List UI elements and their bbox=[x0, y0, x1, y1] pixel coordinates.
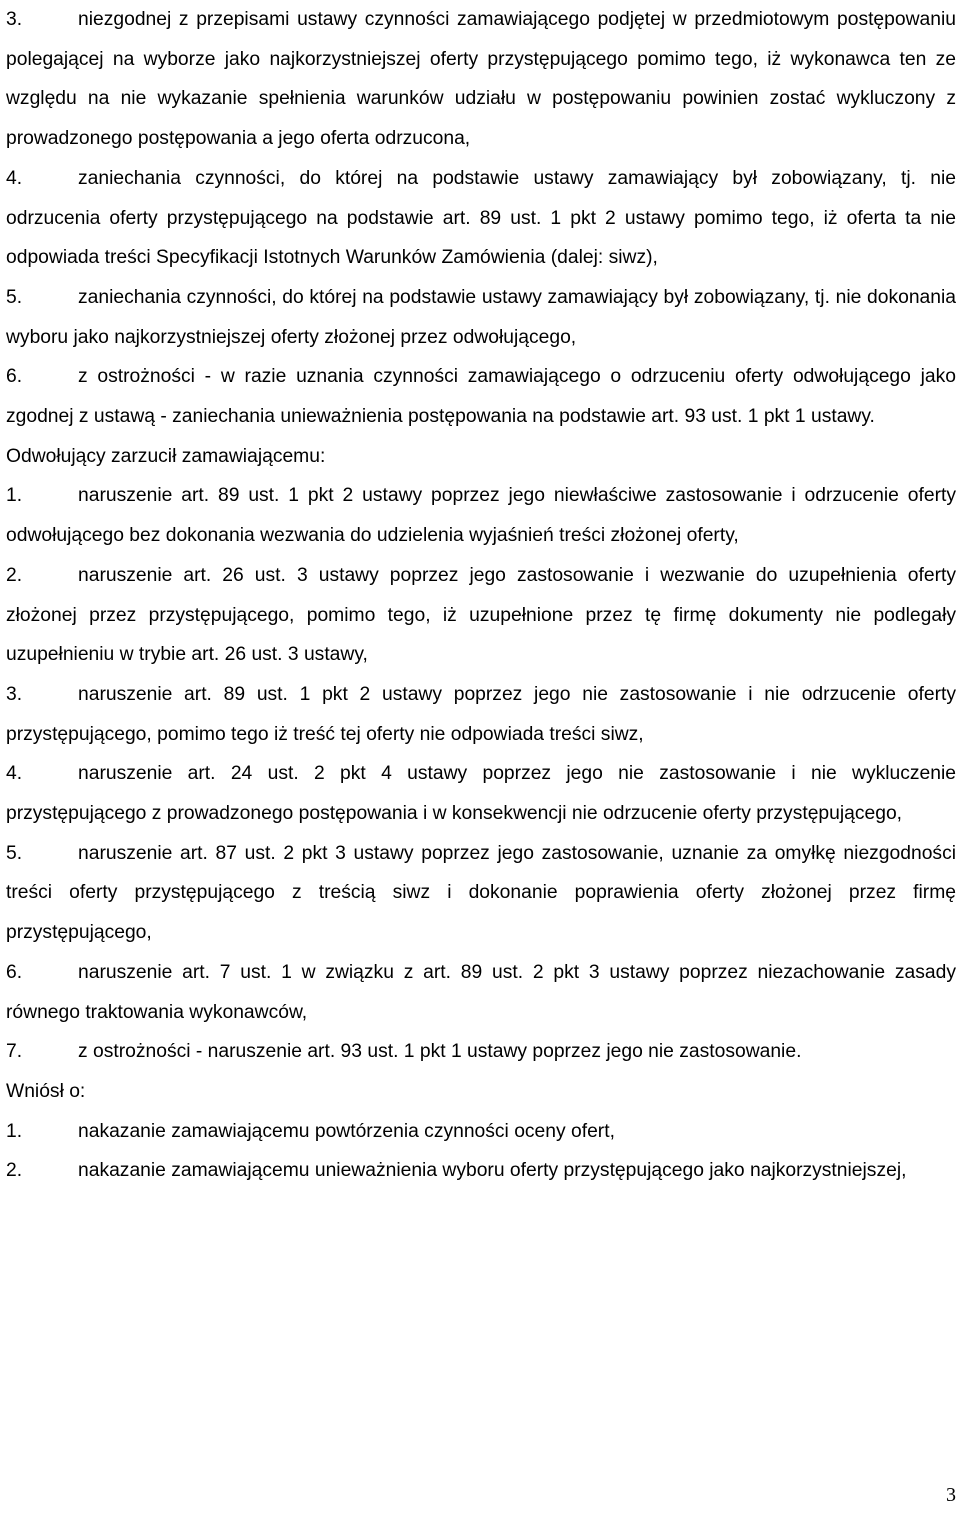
list-item-number: 4. bbox=[6, 167, 23, 189]
list-item bbox=[6, 556, 956, 675]
list-item-text: naruszenie art. 89 ust. 1 pkt 2 ustawy poprzez jego niewłaściwe zastosowanie i odrzucenie oferty odwołującego bez dokonania wezwania do udzielenia wyjaśnień treści złożonej oferty, bbox=[6, 485, 956, 547]
list-item-text: niezgodnej z przepisami ustawy czynności zamawiającego podjętej w przedmiotowym postępowaniu polegającej na wyborze jako najkorzystniejszej oferty przystępującego pomimo tego, iż wykonawca ten ze względu na nie wykazanie spełnienia warunków udziału w postępowaniu powinien zostać wykluczony z prowadzonego postępowania a jego oferta odrzucona, bbox=[6, 9, 956, 150]
list-item-number: 5. bbox=[6, 842, 23, 864]
list-item bbox=[6, 754, 956, 833]
list-item-text: nakazanie zamawiającemu powtórzenia czynności oceny ofert, bbox=[78, 1120, 615, 1142]
list-item-text: naruszenie art. 89 ust. 1 pkt 2 ustawy poprzez jego nie zastosowanie i nie odrzucenie oferty przystępującego, pomimo tego iż treść tej oferty nie odpowiada treści siwz, bbox=[6, 683, 956, 745]
list-item bbox=[6, 0, 956, 159]
list-item-number: 1. bbox=[6, 485, 23, 507]
list-item bbox=[6, 159, 956, 278]
list-item-number: 4. bbox=[6, 763, 23, 785]
list-item bbox=[6, 1151, 956, 1191]
section-heading-charges: Odwołujący zarzucił zamawiającemu: bbox=[6, 445, 326, 467]
list-item bbox=[6, 357, 956, 436]
list-item-number: 2. bbox=[6, 1160, 23, 1182]
list-charges-a bbox=[6, 0, 956, 437]
list-item-number: 5. bbox=[6, 286, 23, 308]
list-requests bbox=[6, 1112, 956, 1191]
list-item-text: naruszenie art. 7 ust. 1 w związku z art. 89 ust. 2 pkt 3 ustawy poprzez niezachowanie zasady równego traktowania wykonawców, bbox=[6, 961, 956, 1023]
list-item-text: naruszenie art. 26 ust. 3 ustawy poprzez jego zastosowanie i wezwanie do uzupełnienia oferty złożonej przez przystępującego, pomimo tego, iż uzupełnione przez tę firmę dokumenty nie podlegały uzupełnieniu w trybie art. 26 ust. 3 ustawy, bbox=[6, 564, 956, 666]
list-item bbox=[6, 278, 956, 357]
list-item-text: nakazanie zamawiającemu unieważnienia wyboru oferty przystępującego jako najkorzystniejszej, bbox=[78, 1160, 907, 1182]
list-item-number: 6. bbox=[6, 961, 23, 983]
page-number: 3 bbox=[946, 1484, 956, 1506]
list-item bbox=[6, 675, 956, 754]
list-item-text: naruszenie art. 87 ust. 2 pkt 3 ustawy poprzez jego zastosowanie, uznanie za omyłkę niezgodności treści oferty przystępującego z treścią siwz i dokonanie poprawienia oferty złożonej przez firmę przystępującego, bbox=[6, 842, 956, 944]
list-item bbox=[6, 953, 956, 1032]
list-item bbox=[6, 834, 956, 953]
list-item-text: naruszenie art. 24 ust. 2 pkt 4 ustawy poprzez jego nie zastosowanie i nie wykluczenie przystępującego z prowadzonego postępowania i w konsekwencji nie odrzucenie oferty przystępującego, bbox=[6, 763, 956, 825]
document-page bbox=[6, 0, 956, 1191]
list-item-number: 6. bbox=[6, 366, 23, 388]
list-item bbox=[6, 1112, 956, 1152]
list-item-number: 7. bbox=[6, 1041, 23, 1063]
list-item-text: zaniechania czynności, do której na podstawie ustawy zamawiający był zobowiązany, tj. nie dokonania wyboru jako najkorzystniejszej oferty złożonej przez odwołującego, bbox=[6, 286, 956, 348]
list-item-number: 2. bbox=[6, 564, 23, 586]
list-item-text: z ostrożności - w razie uznania czynności zamawiającego o odrzuceniu oferty odwołującego jako zgodnej z ustawą - zaniechania unieważnienia postępowania na podstawie art. 93 ust. 1 pkt 1 ustawy. bbox=[6, 366, 956, 428]
list-charges-b bbox=[6, 476, 956, 1072]
list-item bbox=[6, 476, 956, 555]
list-item-text: z ostrożności - naruszenie art. 93 ust. 1 pkt 1 ustawy poprzez jego nie zastosowanie. bbox=[78, 1041, 802, 1063]
list-item-text: zaniechania czynności, do której na podstawie ustawy zamawiający był zobowiązany, tj. nie odrzucenia oferty przystępującego na podstawie art. 89 ust. 1 pkt 2 ustawy pomimo tego, iż oferta ta nie odpowiada treści Specyfikacji Istotnych Warunków Zamówienia (dalej: siwz), bbox=[6, 167, 956, 269]
list-item bbox=[6, 1032, 956, 1072]
section-heading-requests: Wniósł o: bbox=[6, 1080, 86, 1102]
list-item-number: 3. bbox=[6, 9, 23, 30]
list-item-number: 3. bbox=[6, 683, 23, 705]
list-item-number: 1. bbox=[6, 1120, 23, 1142]
